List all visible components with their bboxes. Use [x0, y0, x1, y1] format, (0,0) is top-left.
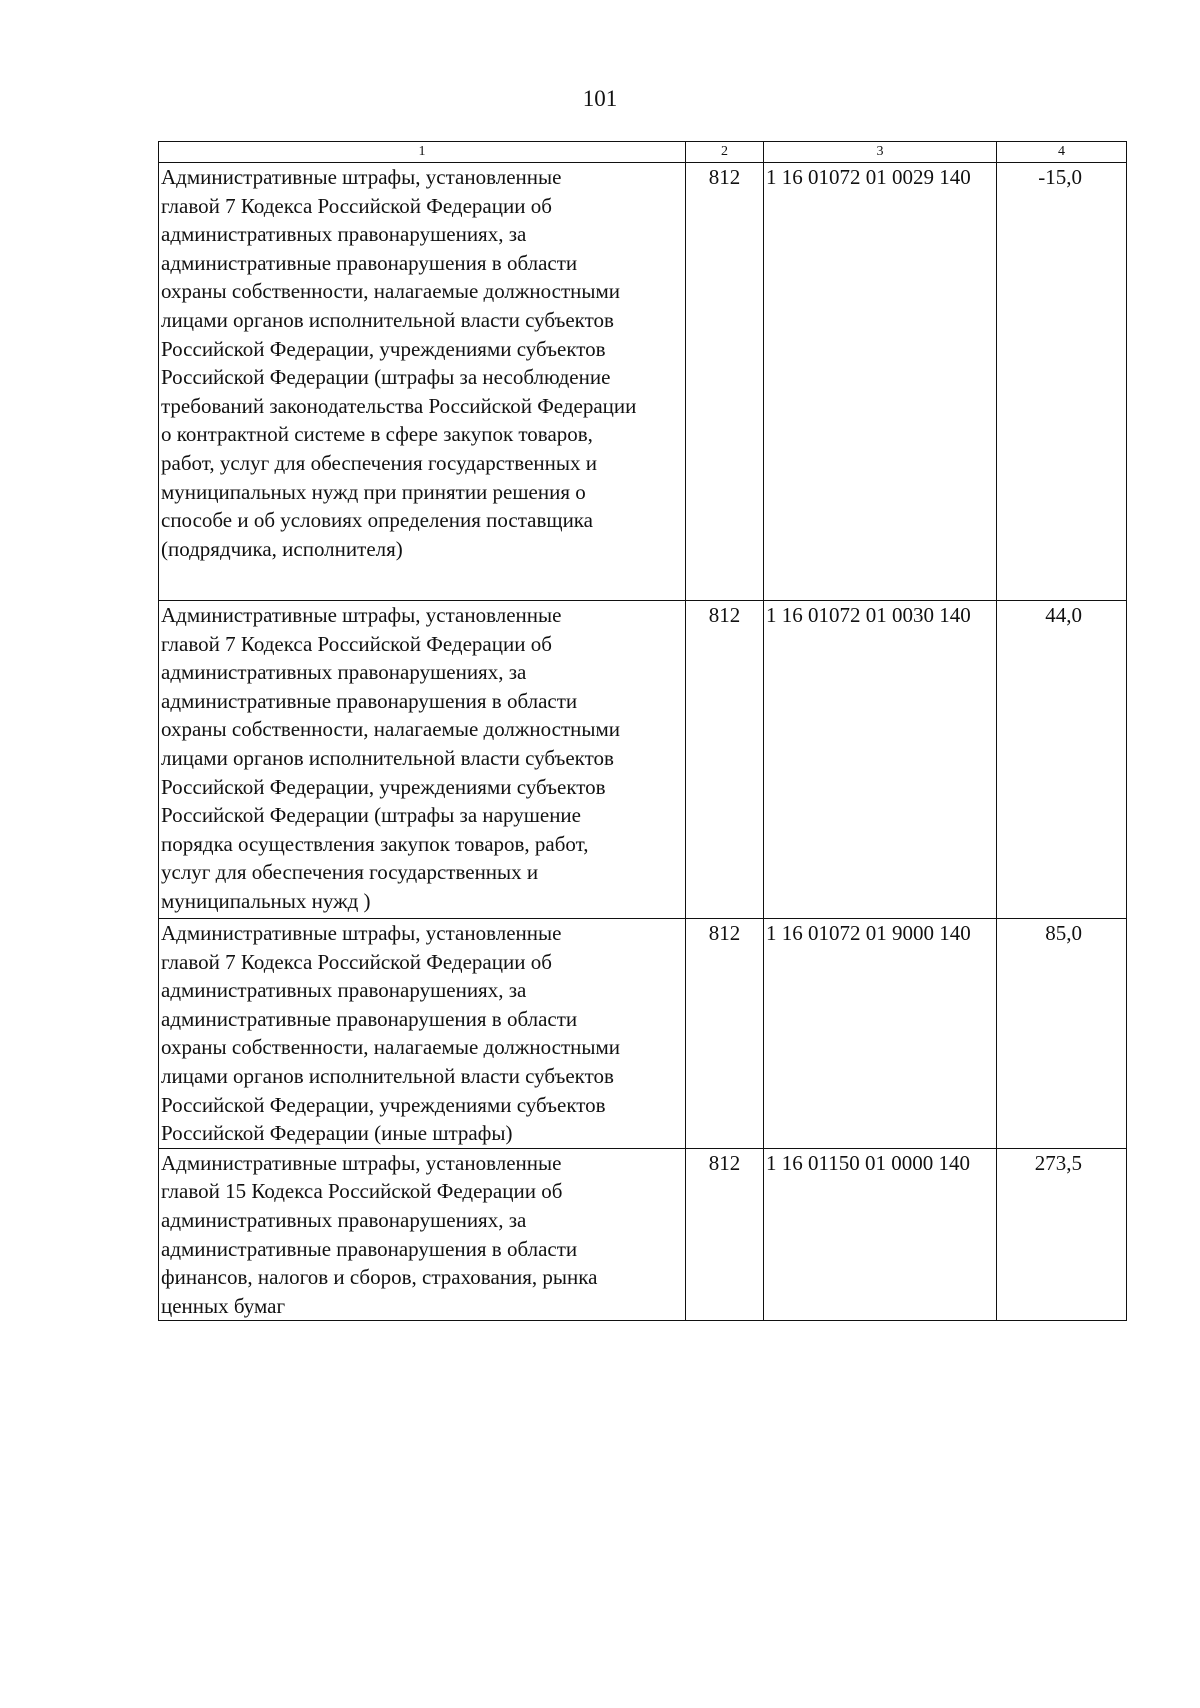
row-description-text: Административные штрафы, установленные главой 7 Кодекса Российской Федерации об административных правонарушениях, за административные правонарушения в области охраны собственности, налагаемые должностными лицами органов исполнительной власти субъектов Российской Федерации, учреждениями субъектов Российской Федерации (иные штрафы) — [161, 921, 621, 1146]
column-number-1: 1 — [159, 142, 686, 163]
row-admin-code: 812 — [686, 601, 764, 919]
row-amount: 44,0 — [997, 601, 1127, 919]
row-description — [159, 919, 686, 1149]
row-admin-code: 812 — [686, 919, 764, 1149]
row-description-text: Административные штрафы, установленные главой 15 Кодекса Российской Федерации об административных правонарушениях, за административные правонарушения в области финансов, налогов и сборов, страхования, рынка ценных бумаг — [161, 1150, 598, 1318]
table-row — [159, 919, 1127, 1149]
row-description-text: Административные штрафы, установленные главой 7 Кодекса Российской Федерации об административных правонарушениях, за административные правонарушения в области охраны собственности, налагаемые должностными лицами органов исполнительной власти субъектов Российской Федерации, учреждениями субъектов Российской Федерации (штрафы за несоблюдение требований законодательства Российской Федерации о контрактной системе в сфере закупок товаров, работ, услуг для обеспечения государственных и муниципальных нужд при принятии решения о способе и об условиях определения поставщика (подрядчика, исполнителя) — [161, 165, 637, 561]
row-amount: 85,0 — [997, 919, 1127, 1149]
row-description — [159, 601, 686, 919]
budget-revenue-table — [158, 141, 1127, 1321]
row-kbk-code: 1 16 01150 01 0000 140 — [764, 1148, 997, 1321]
row-description-text: Административные штрафы, установленные главой 7 Кодекса Российской Федерации об административных правонарушениях, за административные правонарушения в области охраны собственности, налагаемые должностными лицами органов исполнительной власти субъектов Российской Федерации, учреждениями субъектов Российской Федерации (штрафы за нарушение порядка осуществления закупок товаров, работ, услуг для обеспечения государственных и муниципальных нужд ) — [161, 603, 621, 913]
table-row — [159, 1148, 1127, 1321]
row-kbk-code: 1 16 01072 01 0030 140 — [764, 601, 997, 919]
row-kbk-code: 1 16 01072 01 9000 140 — [764, 919, 997, 1149]
row-amount: 273,5 — [997, 1148, 1127, 1321]
row-admin-code: 812 — [686, 1148, 764, 1321]
table-row — [159, 163, 1127, 601]
row-amount: -15,0 — [997, 163, 1127, 601]
column-number-2: 2 — [686, 142, 764, 163]
table-row — [159, 601, 1127, 919]
table-header-row — [159, 142, 1127, 163]
row-admin-code: 812 — [686, 163, 764, 601]
column-number-3: 3 — [764, 142, 997, 163]
column-number-4: 4 — [997, 142, 1127, 163]
row-kbk-code: 1 16 01072 01 0029 140 — [764, 163, 997, 601]
page-number: 101 — [582, 86, 618, 111]
row-description — [159, 1148, 686, 1321]
row-description — [159, 163, 686, 601]
